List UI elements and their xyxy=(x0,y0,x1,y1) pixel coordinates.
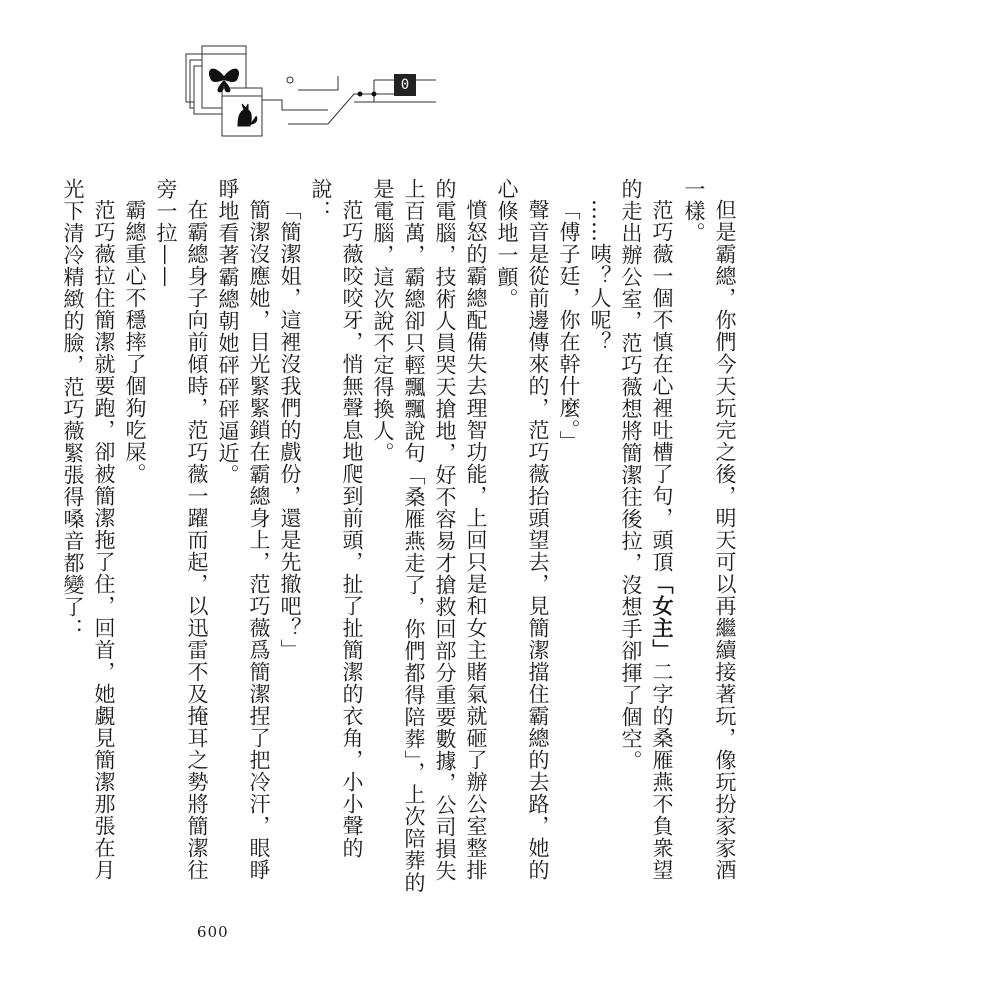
paragraph: 簡潔沒應她，目光緊緊鎖在霸總身上，范巧薇爲簡潔捏了把冷汗，眼睜睜地看著霸總朝她砰砰砰逼近。 xyxy=(216,178,271,881)
emphasis-text: 「女主」 xyxy=(650,573,675,661)
paragraph: 在霸總身子向前傾時，范巧薇一躍而起，以迅雷不及掩耳之勢將簡潔往旁一拉—— xyxy=(154,178,209,881)
paragraph: ……咦？人呢？ xyxy=(588,199,612,353)
body-text xyxy=(61,178,740,898)
chapter-number-badge: 0 xyxy=(394,74,416,96)
paragraph: 「簡潔姐，這裡沒我們的戲份，還是先撤吧？」 xyxy=(278,199,302,661)
paragraph: 聲音是從前邊傳來的，范巧薇抬頭望去，見簡潔擋住霸總的去路，她的心倏地一顫。 xyxy=(495,178,550,881)
paragraph: 范巧薇一個不慎在心裡吐槽了句，頭頂「女主」二字的桑雁燕不負衆望的走出辦公室，范巧薇想將簡潔往後拉，沒想手卻揮了個空。 xyxy=(619,178,675,881)
paragraph: 憤怒的霸總配備失去理智功能，上回只是和女主賭氣就砸了辦公室整排的電腦，技術人員哭天搶地，好不容易才搶救回部分重要數據，公司損失上百萬，霸總卻只輕飄飄說句「桑雁燕走了，你們都得陪葬」，上次陪葬的是電腦，這次說不定得換人。 xyxy=(371,178,488,894)
paragraph: 范巧薇咬咬牙，悄無聲息地爬到前頭，扯了扯簡潔的衣角，小小聲的說： xyxy=(309,178,364,859)
paragraph: 「傅子廷，你在幹什麼。」 xyxy=(557,199,581,453)
page-number: 009 xyxy=(196,922,228,940)
paragraph: 霸總重心不穩摔了個狗吃屎。 xyxy=(123,199,147,485)
paragraph: 但是霸總，你們今天玩完之後，明天可以再繼續接著玩，像玩扮家家酒一樣。 xyxy=(682,178,737,881)
paragraph: 范巧薇拉住簡潔就要跑，卻被簡潔拖了住，回首，她覷見簡潔那張在月光下清冷精緻的臉，范巧薇緊張得嗓音都變了： xyxy=(61,178,116,881)
